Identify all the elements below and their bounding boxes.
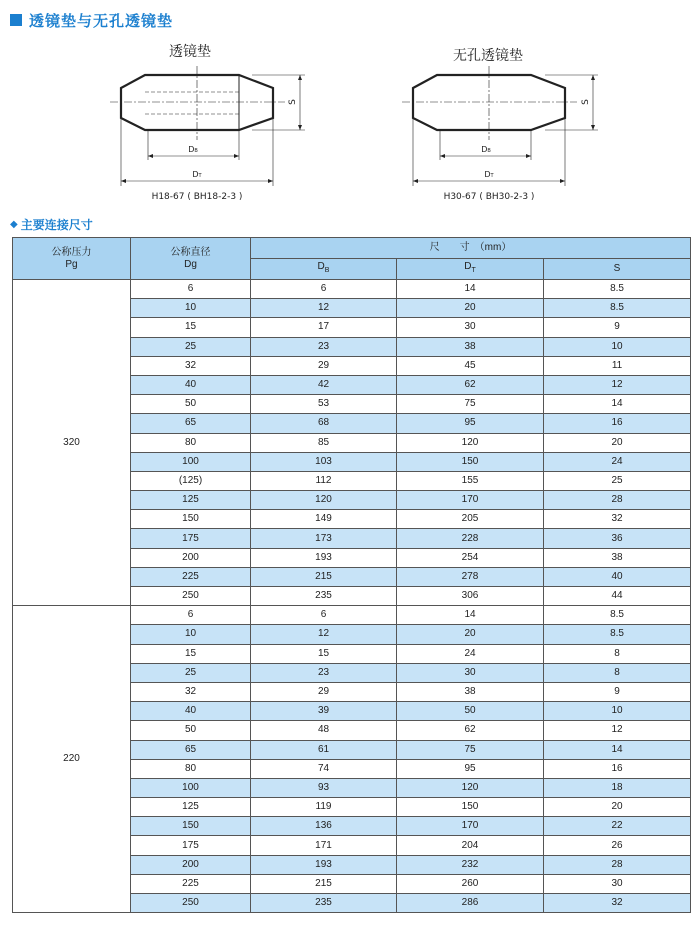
db-cell: 39 xyxy=(251,702,397,721)
dt-cell: 170 xyxy=(397,491,544,510)
db-cell: 17 xyxy=(251,318,397,337)
s-cell: 44 xyxy=(544,587,691,606)
right-standard-code: H30-67 ( BH30-2-3 ) xyxy=(443,192,535,202)
dg-cell: 25 xyxy=(131,663,251,682)
s-cell: 36 xyxy=(544,529,691,548)
dg-cell: 50 xyxy=(131,721,251,740)
dg-cell: 250 xyxy=(131,587,251,606)
right-s-label: S xyxy=(581,99,591,105)
db-cell: 235 xyxy=(251,894,397,913)
section-heading xyxy=(10,216,93,233)
db-cell: 61 xyxy=(251,740,397,759)
dt-cell: 50 xyxy=(397,702,544,721)
s-cell: 8 xyxy=(544,663,691,682)
dt-cell: 75 xyxy=(397,740,544,759)
dg-cell: 15 xyxy=(131,644,251,663)
dg-cell: 25 xyxy=(131,337,251,356)
dt-cell: 205 xyxy=(397,510,544,529)
s-cell: 32 xyxy=(544,894,691,913)
db-cell: 136 xyxy=(251,817,397,836)
s-cell: 8.5 xyxy=(544,625,691,644)
dt-cell: 155 xyxy=(397,471,544,490)
s-cell: 22 xyxy=(544,817,691,836)
db-cell: 93 xyxy=(251,778,397,797)
nonbore-gasket-drawing xyxy=(402,66,598,186)
s-cell: 10 xyxy=(544,702,691,721)
left-dt-label: DT xyxy=(192,170,202,179)
s-cell: 24 xyxy=(544,452,691,471)
header-dt: $D_T$ xyxy=(397,259,544,280)
dg-cell: 150 xyxy=(131,510,251,529)
dg-cell: 200 xyxy=(131,855,251,874)
left-db-label: DB xyxy=(188,145,198,154)
dt-cell: 30 xyxy=(397,318,544,337)
db-cell: 23 xyxy=(251,337,397,356)
dg-cell: 32 xyxy=(131,356,251,375)
dg-cell: (125) xyxy=(131,471,251,490)
db-cell: 119 xyxy=(251,798,397,817)
s-cell: 20 xyxy=(544,433,691,452)
s-cell: 12 xyxy=(544,375,691,394)
dt-cell: 232 xyxy=(397,855,544,874)
db-cell: 53 xyxy=(251,395,397,414)
dg-cell: 80 xyxy=(131,433,251,452)
dg-cell: 65 xyxy=(131,414,251,433)
db-cell: 103 xyxy=(251,452,397,471)
dt-cell: 14 xyxy=(397,280,544,299)
square-bullet-icon xyxy=(10,14,22,26)
db-cell: 235 xyxy=(251,587,397,606)
db-cell: 171 xyxy=(251,836,397,855)
db-cell: 193 xyxy=(251,548,397,567)
s-cell: 25 xyxy=(544,471,691,490)
db-cell: 120 xyxy=(251,491,397,510)
s-cell: 28 xyxy=(544,855,691,874)
dt-cell: 306 xyxy=(397,587,544,606)
header-size: 尺 寸 （mm） xyxy=(251,238,691,259)
db-cell: 215 xyxy=(251,567,397,586)
dg-cell: 15 xyxy=(131,318,251,337)
dg-cell: 40 xyxy=(131,702,251,721)
dt-cell: 260 xyxy=(397,874,544,893)
dg-cell: 150 xyxy=(131,817,251,836)
dg-cell: 40 xyxy=(131,375,251,394)
db-cell: 48 xyxy=(251,721,397,740)
dt-cell: 62 xyxy=(397,721,544,740)
dg-cell: 125 xyxy=(131,798,251,817)
left-s-label: S xyxy=(288,99,298,105)
dt-cell: 20 xyxy=(397,625,544,644)
db-cell: 173 xyxy=(251,529,397,548)
dt-cell: 24 xyxy=(397,644,544,663)
dg-cell: 225 xyxy=(131,567,251,586)
dg-cell: 6 xyxy=(131,280,251,299)
db-cell: 6 xyxy=(251,606,397,625)
dt-cell: 20 xyxy=(397,299,544,318)
dg-cell: 50 xyxy=(131,395,251,414)
dt-cell: 62 xyxy=(397,375,544,394)
s-cell: 8.5 xyxy=(544,606,691,625)
db-cell: 42 xyxy=(251,375,397,394)
s-cell: 16 xyxy=(544,759,691,778)
dt-cell: 204 xyxy=(397,836,544,855)
left-diagram-label: 透镜垫 xyxy=(169,44,211,60)
s-cell: 11 xyxy=(544,356,691,375)
header-db: $D_B$ xyxy=(251,259,397,280)
db-cell: 29 xyxy=(251,356,397,375)
s-cell: 8 xyxy=(544,644,691,663)
dg-cell: 100 xyxy=(131,778,251,797)
dt-cell: 45 xyxy=(397,356,544,375)
s-cell: 40 xyxy=(544,567,691,586)
dt-cell: 170 xyxy=(397,817,544,836)
dg-cell: 125 xyxy=(131,491,251,510)
db-cell: 193 xyxy=(251,855,397,874)
pressure-cell: 220 xyxy=(13,606,131,913)
right-dt-label: DT xyxy=(484,170,494,179)
header-diameter: 公称直径 Dg xyxy=(131,238,251,280)
db-cell: 6 xyxy=(251,280,397,299)
s-cell: 9 xyxy=(544,682,691,701)
header-pressure: 公称压力 Pg xyxy=(13,238,131,280)
db-cell: 85 xyxy=(251,433,397,452)
dg-cell: 10 xyxy=(131,299,251,318)
db-cell: 112 xyxy=(251,471,397,490)
header-s: S xyxy=(544,259,691,280)
dg-cell: 100 xyxy=(131,452,251,471)
s-cell: 12 xyxy=(544,721,691,740)
s-cell: 32 xyxy=(544,510,691,529)
table-body xyxy=(13,280,691,913)
table-row xyxy=(13,606,691,625)
dt-cell: 95 xyxy=(397,414,544,433)
dt-cell: 150 xyxy=(397,798,544,817)
db-cell: 149 xyxy=(251,510,397,529)
dt-cell: 30 xyxy=(397,663,544,682)
db-cell: 29 xyxy=(251,682,397,701)
dt-cell: 120 xyxy=(397,778,544,797)
s-cell: 28 xyxy=(544,491,691,510)
table-row xyxy=(13,280,691,299)
dt-cell: 228 xyxy=(397,529,544,548)
s-cell: 38 xyxy=(544,548,691,567)
s-cell: 8.5 xyxy=(544,280,691,299)
dt-cell: 14 xyxy=(397,606,544,625)
db-cell: 15 xyxy=(251,644,397,663)
dt-cell: 286 xyxy=(397,894,544,913)
dg-cell: 10 xyxy=(131,625,251,644)
dt-cell: 150 xyxy=(397,452,544,471)
db-cell: 68 xyxy=(251,414,397,433)
right-db-label: DB xyxy=(481,145,491,154)
dg-cell: 175 xyxy=(131,836,251,855)
dt-cell: 120 xyxy=(397,433,544,452)
dt-cell: 278 xyxy=(397,567,544,586)
dg-cell: 6 xyxy=(131,606,251,625)
lens-gasket-diagram xyxy=(0,36,700,211)
dg-cell: 175 xyxy=(131,529,251,548)
db-cell: 23 xyxy=(251,663,397,682)
page-title-bar xyxy=(10,9,173,31)
s-cell: 14 xyxy=(544,740,691,759)
left-standard-code: H18-67 ( BH18-2-3 ) xyxy=(151,192,243,202)
s-cell: 8.5 xyxy=(544,299,691,318)
s-cell: 14 xyxy=(544,395,691,414)
s-cell: 16 xyxy=(544,414,691,433)
dg-cell: 250 xyxy=(131,894,251,913)
dt-cell: 75 xyxy=(397,395,544,414)
dt-cell: 38 xyxy=(397,337,544,356)
dt-cell: 95 xyxy=(397,759,544,778)
section-heading-text: 主要连接尺寸 xyxy=(20,218,93,232)
dg-cell: 32 xyxy=(131,682,251,701)
right-diagram-label: 无孔透镜垫 xyxy=(453,48,523,64)
diamond-bullet-icon: ◆ xyxy=(10,219,18,230)
dg-cell: 225 xyxy=(131,874,251,893)
s-cell: 26 xyxy=(544,836,691,855)
db-cell: 74 xyxy=(251,759,397,778)
s-cell: 30 xyxy=(544,874,691,893)
s-cell: 20 xyxy=(544,798,691,817)
page-title: 透镜垫与无孔透镜垫 xyxy=(29,11,174,30)
dg-cell: 200 xyxy=(131,548,251,567)
db-cell: 12 xyxy=(251,299,397,318)
s-cell: 18 xyxy=(544,778,691,797)
dt-cell: 38 xyxy=(397,682,544,701)
dg-cell: 80 xyxy=(131,759,251,778)
s-cell: 10 xyxy=(544,337,691,356)
pressure-cell: 320 xyxy=(13,280,131,606)
lens-gasket-drawing xyxy=(110,66,305,186)
dimension-table xyxy=(12,237,691,913)
db-cell: 215 xyxy=(251,874,397,893)
db-cell: 12 xyxy=(251,625,397,644)
dg-cell: 65 xyxy=(131,740,251,759)
s-cell: 9 xyxy=(544,318,691,337)
dt-cell: 254 xyxy=(397,548,544,567)
